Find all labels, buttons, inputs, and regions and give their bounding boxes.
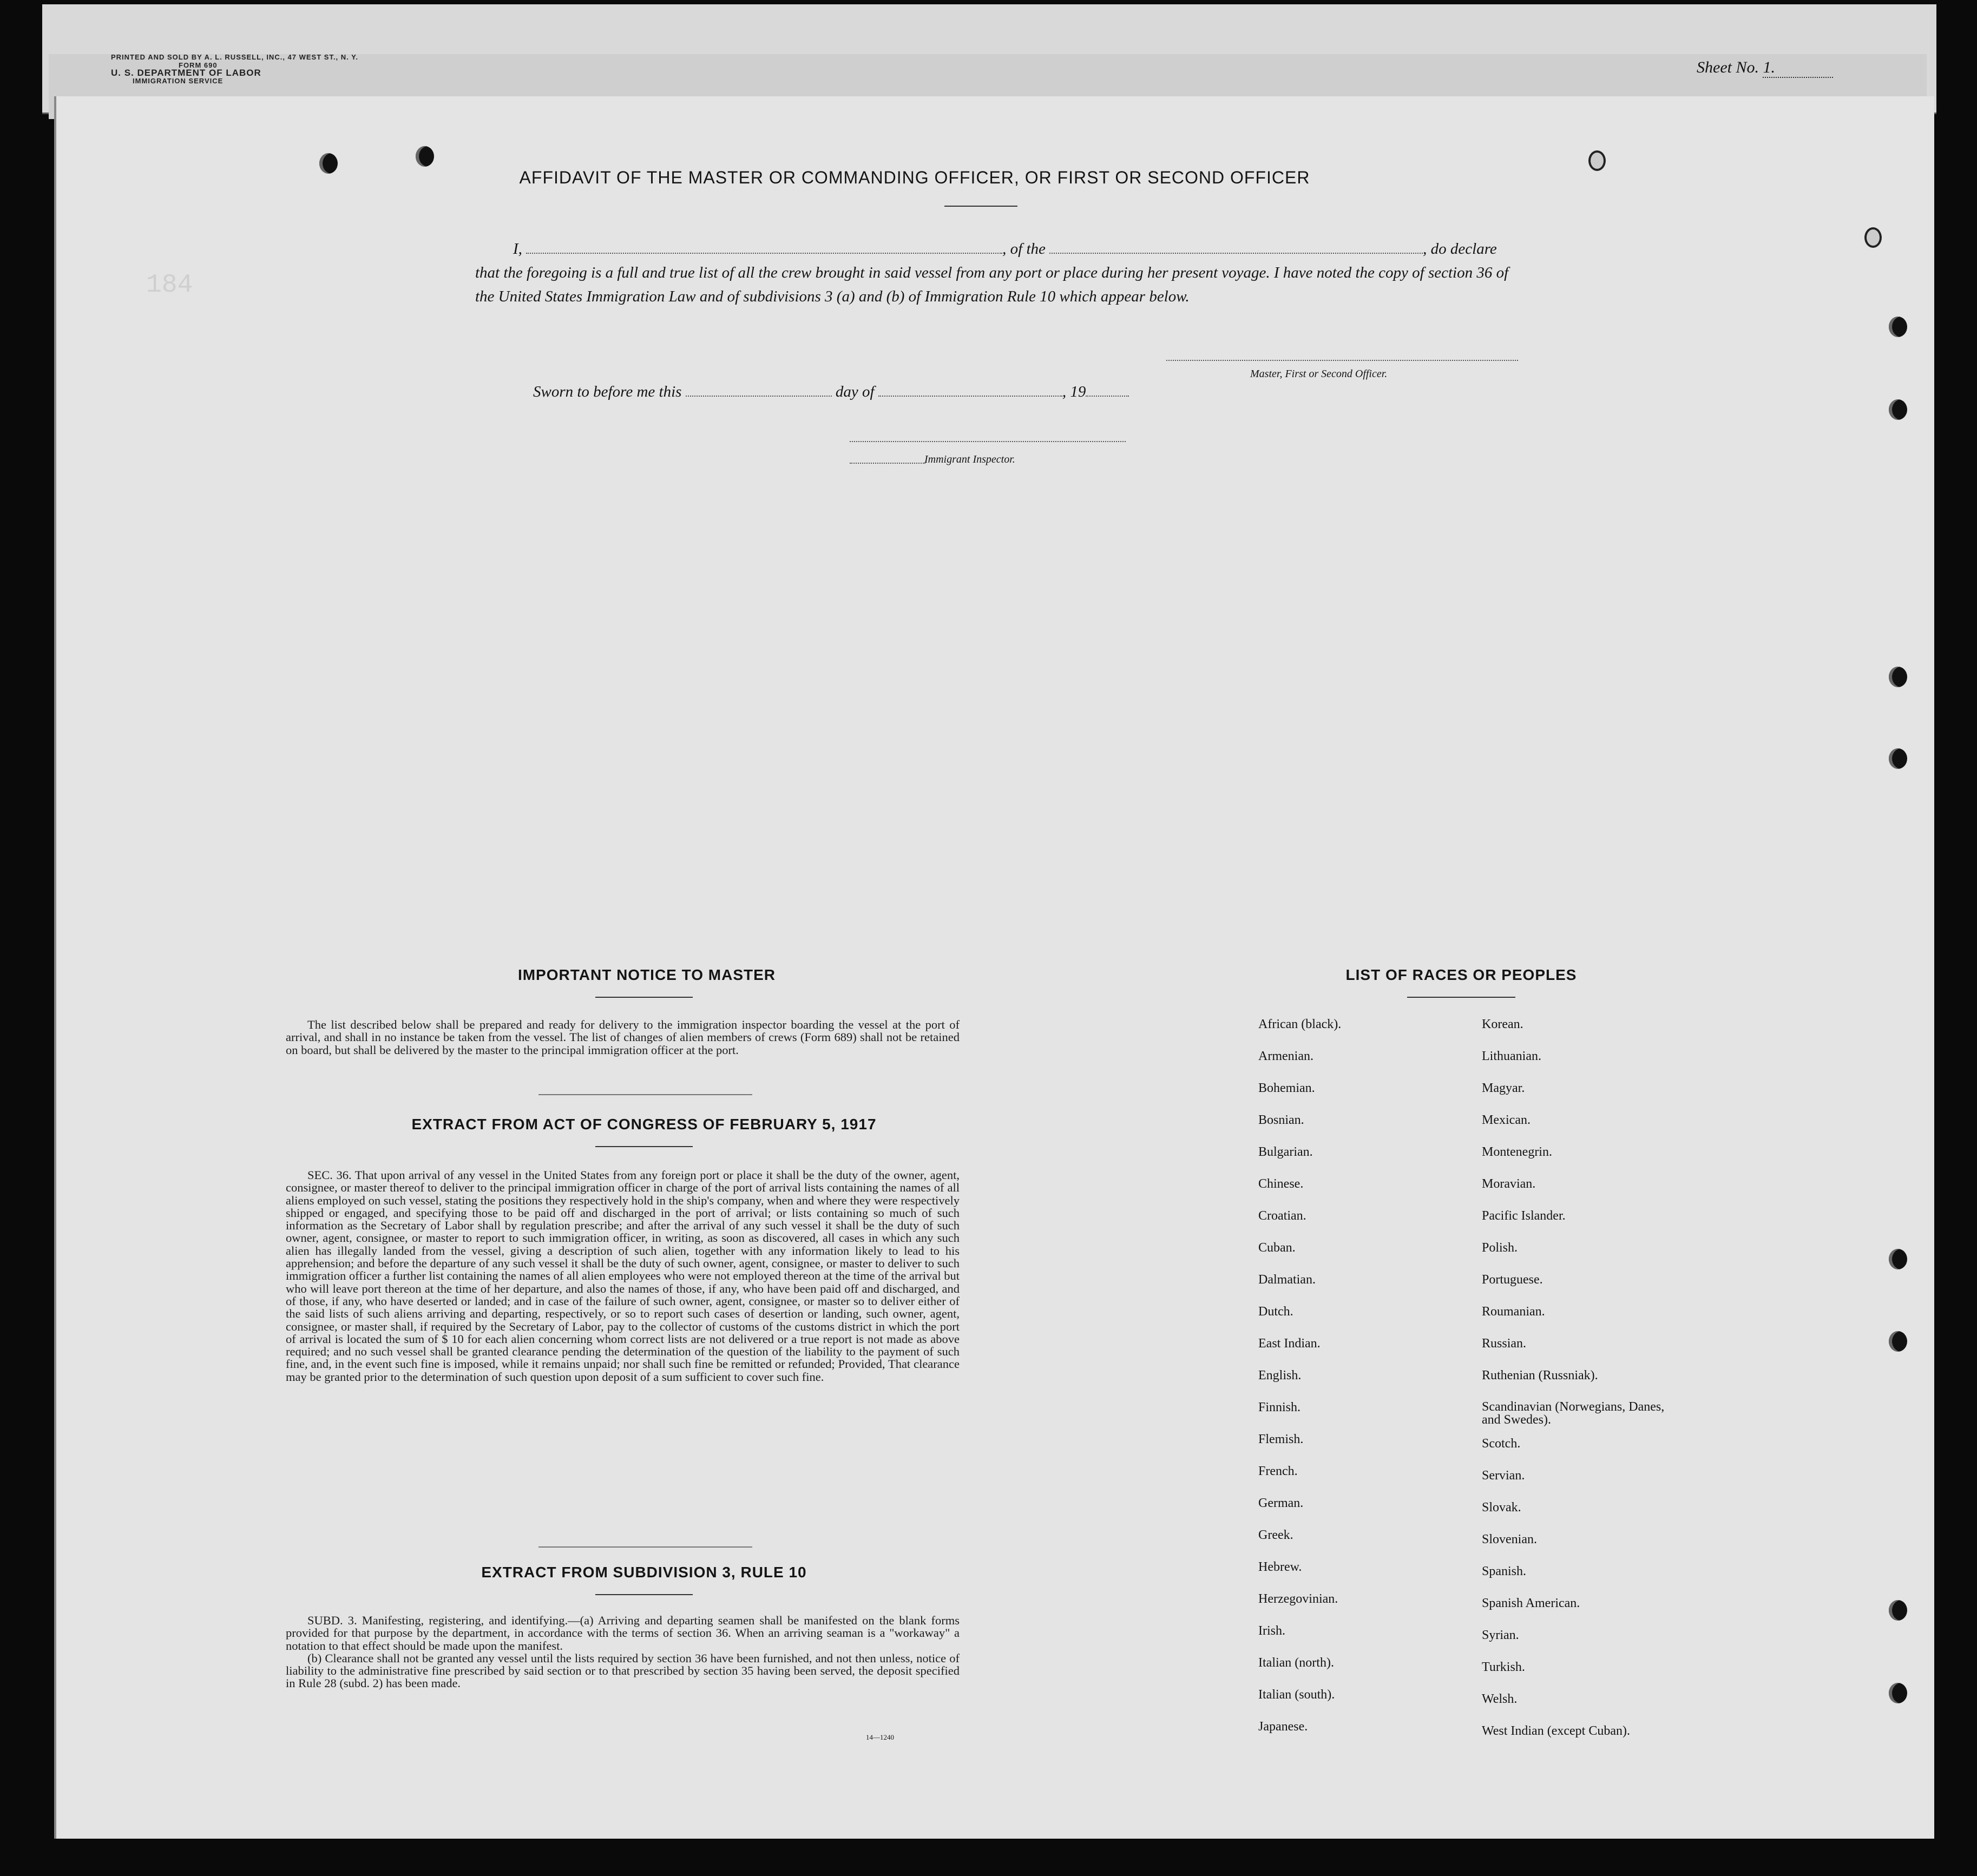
race-item: Welsh.	[1482, 1692, 1518, 1706]
race-item: Turkish.	[1482, 1660, 1525, 1674]
punch-hole	[1588, 150, 1606, 171]
rule-subdivision-b: (b) Clearance shall not be granted any vessel until the lists required by section 36 have been furnished, and not then unless, notice of liability to the administrative fine prescribed by said section or to that prescribed by section 35 having been served, the deposit specified in Rule 28 (subd. 2) has been made.	[286, 1651, 960, 1690]
race-item: African (black).	[1258, 1017, 1342, 1031]
race-item: Korean.	[1482, 1017, 1523, 1031]
race-item: Ruthenian (Russniak).	[1482, 1368, 1598, 1383]
races-title: LIST OF RACES OR PEOPLES	[1345, 966, 1577, 983]
race-item: Spanish.	[1482, 1564, 1527, 1578]
vessel-name-field[interactable]	[1049, 253, 1423, 254]
race-item: Dalmatian.	[1258, 1273, 1316, 1287]
rule-subdivision-a: SUBD. 3. Manifesting, registering, and identifying.—(a) Arriving and departing seamen shall be manifested on the blank forms provided for that purpose by the department, in accordance with the terms of section 36. When an arriving seaman is a "workaway" a notation to that effect should be made upon the manifest.	[286, 1614, 960, 1653]
punch-hole	[1889, 1331, 1907, 1352]
department-name: U. S. DEPARTMENT OF LABOR	[111, 68, 261, 78]
punch-hole	[1889, 1683, 1907, 1703]
printer-line: PRINTED AND SOLD BY A. L. RUSSELL, INC., 47 WEST ST., N. Y.	[111, 53, 358, 61]
race-item: Japanese.	[1258, 1720, 1308, 1734]
race-item: Armenian.	[1258, 1049, 1313, 1063]
races-rule	[1407, 997, 1515, 998]
affidavit-do-declare: , do declare	[1423, 240, 1497, 258]
race-item: Herzegovinian.	[1258, 1592, 1338, 1606]
race-item: English.	[1258, 1368, 1302, 1383]
race-item: Mexican.	[1482, 1113, 1531, 1127]
sworn-day-field[interactable]	[686, 396, 832, 397]
notice-rule	[595, 997, 693, 998]
officer-name-field[interactable]	[526, 253, 1002, 254]
race-item: Dutch.	[1258, 1305, 1293, 1319]
rule-extract-rule	[595, 1594, 693, 1595]
race-item: Servian.	[1482, 1469, 1525, 1483]
section-divider	[538, 1094, 752, 1095]
affidavit-body: that the foregoing is a full and true list of all the crew brought in said vessel from any port or place during her present voyage. I have noted the copy of section 36 of the United States Immigration Law and of subdivisions 3 (a) and (b) of Immigration Rule 10 which appear below.	[475, 264, 1509, 305]
punch-hole	[1889, 1600, 1907, 1621]
race-item: Syrian.	[1482, 1628, 1519, 1642]
race-item: German.	[1258, 1496, 1304, 1510]
punch-hole	[1864, 227, 1882, 248]
race-item: Bohemian.	[1258, 1081, 1315, 1095]
sheet-number	[1697, 58, 1833, 78]
inspector-caption: Immigrant Inspector.	[924, 453, 1015, 465]
master-signature-field[interactable]	[1166, 360, 1518, 361]
sheet-number-value: 1.	[1763, 58, 1833, 78]
punch-hole	[1889, 317, 1907, 337]
act-section-36: SEC. 36. That upon arrival of any vessel in the United States from any foreign port or place it shall be the duty of the owner, agent, consignee, or master thereof to deliver to the principal immigration officer in charge of the port of arrival lists containing the names of all aliens employed on such vessel, stating the positions they respectively hold in the ship's company, when and where they were respectively shipped or engaged, and specifying those to be paid off and discharged in the port of arrival; or lists containing so much of such information as the Secretary of Labor shall by regulation prescribe; and after the arrival of any such vessel it shall be the duty of such owner, agent, consignee, or master to report to such immigration officer, in writing, as soon as discovered, all cases in which any such alien has illegally landed from the vessel, giving a description of such alien, together with any information likely to lead to his apprehension; and before the departure of any such vessel it shall be the duty of such owner, agent, consignee, or master to deliver to such immigration officer a further list containing the names of all alien employees who were not employed thereon at the time of the arrival but who will leave port thereon at the time of her departure, and also the names of those, if any, who have been paid off and discharged, and of those, if any, who have deserted or landed; and in case of the failure of such owner, agent, consignee, or master so to deliver either of the said lists of such aliens arriving and departing, respectively, or so to report such cases of desertion or landing, such owner, agent, consignee, or master shall, if required by the Secretary of Labor, pay to the collector of customs of the customs district in which the port of arrival is located the sum of $ 10 for each alien concerning whom correct lists are not delivered or a true report is not made as above required; and no such vessel shall be granted clearance pending the determination of the question of the liability to the payment of such fine, and, in the event such fine is imposed, while it remains unpaid; nor shall such fine be remitted or refunded; Provided, That clearance may be granted prior to the determination of such question upon deposit of a sum sufficient to cover such fine.	[286, 1168, 960, 1384]
sworn-prefix: Sworn to before me this	[533, 383, 682, 400]
bleed-through-mark: 184	[146, 271, 193, 300]
notice-text	[286, 1018, 960, 1056]
form-number: FORM 690	[179, 61, 218, 69]
race-item: Slovak.	[1482, 1500, 1521, 1515]
sheet-number-label: Sheet No.	[1697, 58, 1759, 76]
service-name: IMMIGRATION SERVICE	[133, 77, 224, 85]
race-item: Slovenian.	[1482, 1532, 1537, 1546]
punch-hole	[416, 146, 434, 167]
act-extract-title: EXTRACT FROM ACT OF CONGRESS OF FEBRUARY 5, 1917	[411, 1116, 877, 1133]
race-item: Italian (north).	[1258, 1656, 1334, 1670]
punch-hole	[1889, 667, 1907, 687]
notice-title: IMPORTANT NOTICE TO MASTER	[517, 966, 776, 983]
race-item: Lithuanian.	[1482, 1049, 1541, 1063]
race-item: French.	[1258, 1464, 1298, 1478]
punch-hole	[1889, 748, 1907, 769]
race-item: Greek.	[1258, 1528, 1293, 1542]
race-item: Scandinavian (Norwegians, Danes, and Swedes).	[1482, 1400, 1665, 1427]
race-item: Finnish.	[1258, 1400, 1301, 1414]
sworn-day-of: day of	[835, 383, 875, 400]
race-item: Scotch.	[1482, 1437, 1521, 1451]
race-item: Hebrew.	[1258, 1560, 1302, 1574]
punch-hole	[1889, 399, 1907, 420]
race-item: Russian.	[1482, 1337, 1527, 1351]
inspector-signature-field[interactable]	[850, 463, 925, 464]
race-item: Italian (south).	[1258, 1688, 1335, 1702]
affidavit-first-line	[475, 237, 1522, 261]
section-divider	[538, 1546, 752, 1548]
affidavit-statement	[475, 237, 1522, 308]
sworn-year-prefix: , 19	[1062, 383, 1086, 400]
sworn-year-field[interactable]	[1086, 396, 1129, 397]
punch-hole	[1889, 1249, 1907, 1269]
race-item: West Indian (except Cuban).	[1482, 1724, 1630, 1738]
race-item: Magyar.	[1482, 1081, 1525, 1095]
race-item: Roumanian.	[1482, 1305, 1545, 1319]
notice-paragraph: The list described below shall be prepared and ready for delivery to the immigration inspector boarding the vessel at the port of arrival, and shall in no instance be taken from the vessel. The list of changes of alien members of crews (Form 689) shall not be retained on board, but shall be delivered by the master to the principal immigration officer at the port.	[286, 1018, 960, 1057]
race-item: East Indian.	[1258, 1337, 1321, 1351]
race-item: Portuguese.	[1482, 1273, 1543, 1287]
affidavit-i-label: I,	[513, 240, 522, 258]
race-item: Polish.	[1482, 1241, 1518, 1255]
affidavit-title: AFFIDAVIT OF THE MASTER OR COMMANDING OFFICER, OR FIRST OR SECOND OFFICER	[519, 168, 1310, 187]
race-item: Moravian.	[1482, 1177, 1536, 1191]
race-item: Irish.	[1258, 1624, 1285, 1638]
act-extract-rule	[595, 1146, 693, 1147]
race-item: Bosnian.	[1258, 1113, 1304, 1127]
race-item: Bulgarian.	[1258, 1145, 1313, 1159]
race-item: Montenegrin.	[1482, 1145, 1552, 1159]
title-rule	[944, 206, 1017, 207]
inspector-signature-field-upper[interactable]	[850, 441, 1126, 442]
rule-extract-text	[286, 1614, 960, 1690]
race-item: Chinese.	[1258, 1177, 1304, 1191]
race-item: Spanish American.	[1482, 1596, 1580, 1610]
race-item: Flemish.	[1258, 1432, 1304, 1446]
act-extract-text	[286, 1169, 960, 1383]
sworn-month-field[interactable]	[878, 396, 1062, 397]
rule-extract-title: EXTRACT FROM SUBDIVISION 3, RULE 10	[481, 1564, 807, 1581]
race-item: Croatian.	[1258, 1209, 1306, 1223]
sworn-line	[533, 383, 1129, 401]
form-code: 14—1240	[866, 1733, 894, 1741]
affidavit-of-the: , of the	[1002, 240, 1046, 258]
master-caption: Master, First or Second Officer.	[1250, 368, 1388, 380]
race-item: Pacific Islander.	[1482, 1209, 1566, 1223]
race-item: Cuban.	[1258, 1241, 1296, 1255]
